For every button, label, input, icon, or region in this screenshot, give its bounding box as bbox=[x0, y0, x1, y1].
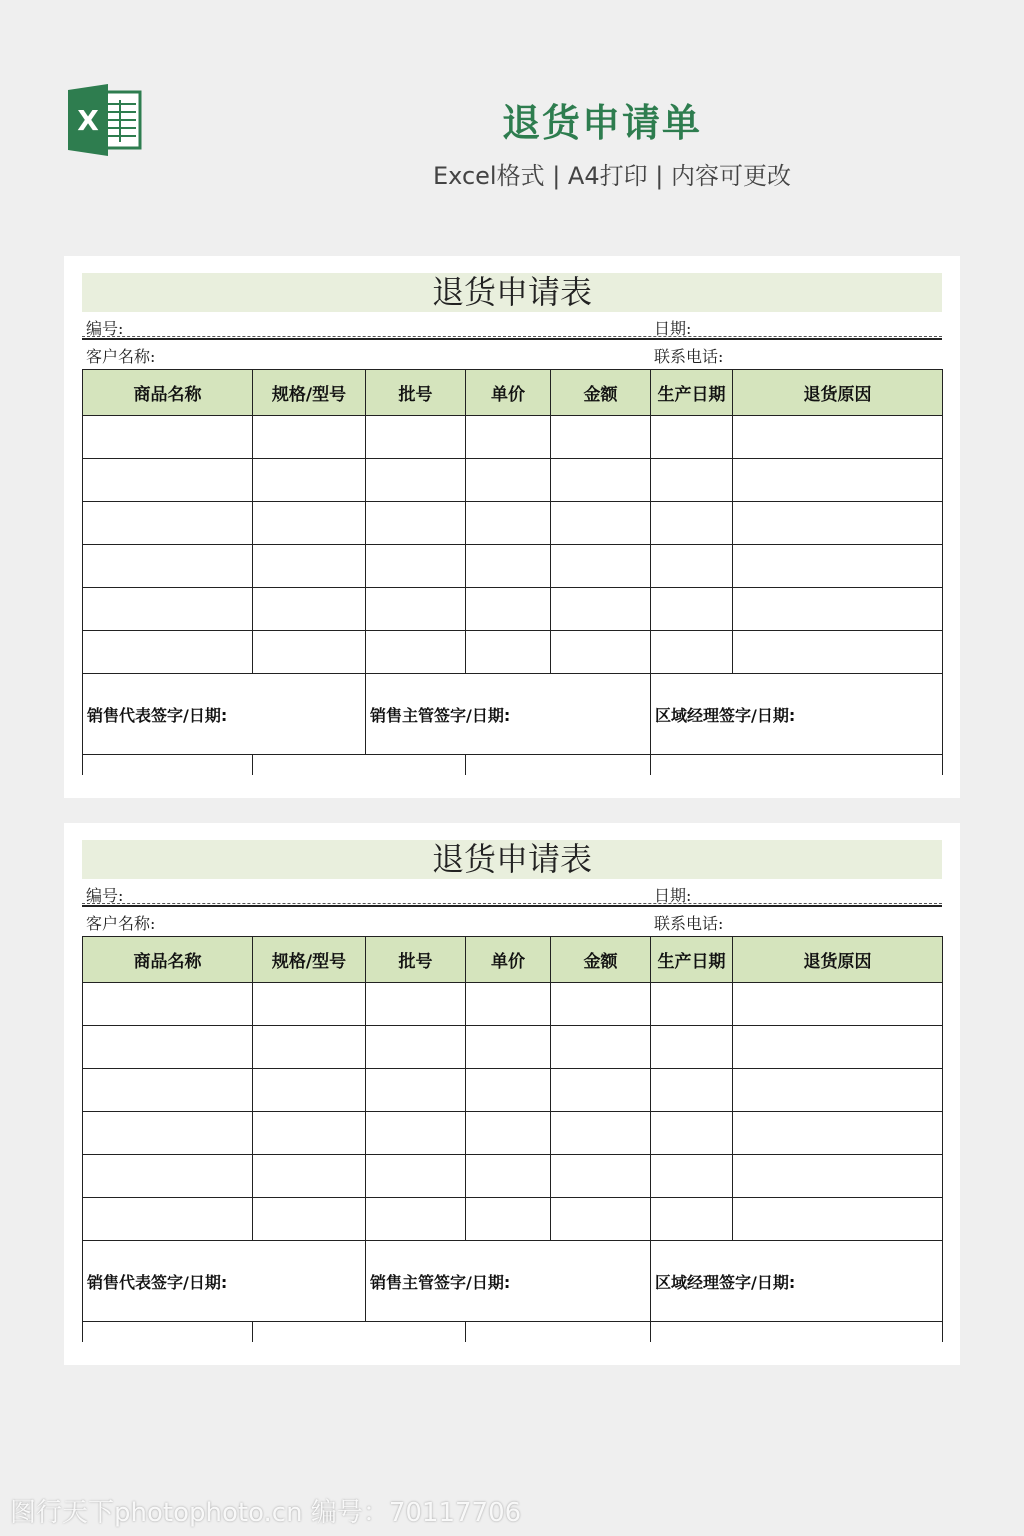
table-cell bbox=[466, 755, 651, 776]
page-subtitle: Excel格式 | A4打印 | 内容可更改 bbox=[433, 162, 791, 190]
table-cell[interactable] bbox=[733, 1198, 943, 1241]
table-cell[interactable] bbox=[651, 1155, 733, 1198]
table-cell[interactable] bbox=[651, 1198, 733, 1241]
table-cell[interactable] bbox=[733, 631, 943, 674]
dashed-rule bbox=[82, 903, 942, 904]
table-cell[interactable] bbox=[83, 1155, 253, 1198]
sales-manager-signature[interactable]: 销售主管签字/日期: bbox=[366, 1241, 651, 1322]
regional-manager-signature[interactable]: 区域经理签字/日期: bbox=[651, 1241, 943, 1322]
table-cell[interactable] bbox=[733, 1026, 943, 1069]
table-cell[interactable] bbox=[83, 1198, 253, 1241]
table-cell[interactable] bbox=[253, 545, 366, 588]
table-cell[interactable] bbox=[366, 502, 466, 545]
sales-rep-signature[interactable]: 销售代表签字/日期: bbox=[83, 1241, 366, 1322]
table-cell[interactable] bbox=[83, 1026, 253, 1069]
table-cell[interactable] bbox=[733, 416, 943, 459]
table-cell[interactable] bbox=[466, 1026, 551, 1069]
sales-rep-signature[interactable]: 销售代表签字/日期: bbox=[83, 674, 366, 755]
table-cell bbox=[83, 755, 253, 776]
table-cell[interactable] bbox=[651, 983, 733, 1026]
table-cell bbox=[83, 1322, 253, 1343]
watermark-text: 图行天下photophoto.cn 编号：70117706 bbox=[10, 1498, 522, 1528]
solid-rule bbox=[82, 905, 942, 907]
table-cell[interactable] bbox=[651, 1112, 733, 1155]
table-cell[interactable] bbox=[83, 1112, 253, 1155]
table-cell bbox=[466, 1322, 651, 1343]
table-cell[interactable] bbox=[551, 1198, 651, 1241]
table-row bbox=[83, 1069, 943, 1112]
return-form-card-2 bbox=[64, 823, 960, 1365]
table-cell[interactable] bbox=[733, 502, 943, 545]
table-header-row bbox=[83, 370, 943, 416]
form-title: 退货申请表 bbox=[82, 273, 942, 312]
table-cell[interactable] bbox=[651, 459, 733, 502]
table-cell[interactable] bbox=[366, 545, 466, 588]
table-cell[interactable] bbox=[253, 1112, 366, 1155]
table-cell[interactable] bbox=[733, 545, 943, 588]
table-cell[interactable] bbox=[466, 545, 551, 588]
table-cell[interactable] bbox=[466, 1112, 551, 1155]
return-items-table bbox=[82, 369, 943, 775]
table-cell[interactable] bbox=[651, 416, 733, 459]
customer-name-label: 客户名称: bbox=[86, 347, 156, 366]
table-cell[interactable] bbox=[466, 631, 551, 674]
col-header-amount: 金额 bbox=[551, 370, 651, 416]
col-header-production-date: 生产日期 bbox=[651, 937, 733, 983]
table-cell[interactable] bbox=[551, 1069, 651, 1112]
table-cell[interactable] bbox=[551, 588, 651, 631]
table-cell[interactable] bbox=[366, 1198, 466, 1241]
dashed-rule bbox=[82, 336, 942, 337]
table-cell[interactable] bbox=[551, 416, 651, 459]
table-cell[interactable] bbox=[83, 459, 253, 502]
table-cell[interactable] bbox=[253, 631, 366, 674]
table-cell[interactable] bbox=[253, 459, 366, 502]
col-header-product-name: 商品名称 bbox=[83, 937, 253, 983]
sales-manager-signature[interactable]: 销售主管签字/日期: bbox=[366, 674, 651, 755]
col-header-production-date: 生产日期 bbox=[651, 370, 733, 416]
table-cell[interactable] bbox=[366, 631, 466, 674]
col-header-spec-model: 规格/型号 bbox=[253, 370, 366, 416]
table-cell[interactable] bbox=[551, 1026, 651, 1069]
table-cell[interactable] bbox=[551, 983, 651, 1026]
date-field-label: 日期: bbox=[654, 319, 692, 338]
table-cell[interactable] bbox=[466, 983, 551, 1026]
col-header-batch-no: 批号 bbox=[366, 937, 466, 983]
signature-row bbox=[83, 1241, 943, 1322]
table-row bbox=[83, 545, 943, 588]
number-field-label: 编号: bbox=[86, 319, 124, 338]
table-cell[interactable] bbox=[83, 983, 253, 1026]
table-cell[interactable] bbox=[551, 1112, 651, 1155]
table-row bbox=[83, 588, 943, 631]
table-cell[interactable] bbox=[733, 1112, 943, 1155]
table-cell[interactable] bbox=[253, 502, 366, 545]
table-cell[interactable] bbox=[466, 1198, 551, 1241]
table-cell[interactable] bbox=[366, 588, 466, 631]
col-header-unit-price: 单价 bbox=[466, 370, 551, 416]
table-cell[interactable] bbox=[651, 1069, 733, 1112]
table-header-row bbox=[83, 937, 943, 983]
table-cell[interactable] bbox=[253, 983, 366, 1026]
table-cell[interactable] bbox=[466, 588, 551, 631]
table-cell[interactable] bbox=[551, 545, 651, 588]
table-cell[interactable] bbox=[253, 588, 366, 631]
table-cell[interactable] bbox=[366, 1069, 466, 1112]
table-cell[interactable] bbox=[83, 545, 253, 588]
table-cell[interactable] bbox=[651, 588, 733, 631]
table-cell[interactable] bbox=[366, 459, 466, 502]
table-cell[interactable] bbox=[651, 1026, 733, 1069]
table-cell[interactable] bbox=[366, 983, 466, 1026]
table-cell[interactable] bbox=[551, 631, 651, 674]
table-cell[interactable] bbox=[733, 459, 943, 502]
table-cell[interactable] bbox=[651, 631, 733, 674]
form-title: 退货申请表 bbox=[82, 840, 942, 879]
table-cell[interactable] bbox=[253, 1198, 366, 1241]
table-cell[interactable] bbox=[651, 545, 733, 588]
return-form-card-1 bbox=[64, 256, 960, 798]
table-cell[interactable] bbox=[551, 1155, 651, 1198]
table-row bbox=[83, 983, 943, 1026]
table-row bbox=[83, 755, 943, 776]
table-cell[interactable] bbox=[733, 588, 943, 631]
table-cell bbox=[253, 1322, 466, 1343]
table-cell bbox=[651, 1322, 943, 1343]
table-row bbox=[83, 1112, 943, 1155]
table-row bbox=[83, 1026, 943, 1069]
col-header-amount: 金额 bbox=[551, 937, 651, 983]
col-header-product-name: 商品名称 bbox=[83, 370, 253, 416]
col-header-return-reason: 退货原因 bbox=[733, 937, 943, 983]
table-cell[interactable] bbox=[733, 983, 943, 1026]
table-cell[interactable] bbox=[253, 1069, 366, 1112]
return-items-table bbox=[82, 936, 943, 1342]
table-cell[interactable] bbox=[83, 1069, 253, 1112]
table-cell[interactable] bbox=[466, 416, 551, 459]
table-cell bbox=[253, 755, 466, 776]
regional-manager-signature[interactable]: 区域经理签字/日期: bbox=[651, 674, 943, 755]
table-row bbox=[83, 502, 943, 545]
table-cell bbox=[651, 755, 943, 776]
table-cell[interactable] bbox=[366, 1155, 466, 1198]
table-cell[interactable] bbox=[253, 1155, 366, 1198]
col-header-return-reason: 退货原因 bbox=[733, 370, 943, 416]
table-row bbox=[83, 459, 943, 502]
table-row bbox=[83, 1322, 943, 1343]
table-row bbox=[83, 631, 943, 674]
table-cell[interactable] bbox=[253, 1026, 366, 1069]
page-title: 退货申请单 bbox=[501, 101, 702, 145]
date-field-label: 日期: bbox=[654, 886, 692, 905]
col-header-spec-model: 规格/型号 bbox=[253, 937, 366, 983]
table-cell[interactable] bbox=[551, 502, 651, 545]
table-cell[interactable] bbox=[253, 416, 366, 459]
table-cell[interactable] bbox=[83, 416, 253, 459]
number-field-label: 编号: bbox=[86, 886, 124, 905]
table-cell[interactable] bbox=[366, 1112, 466, 1155]
table-row bbox=[83, 1155, 943, 1198]
solid-rule bbox=[82, 338, 942, 340]
table-cell[interactable] bbox=[651, 502, 733, 545]
table-cell[interactable] bbox=[733, 1155, 943, 1198]
logo-letter: X bbox=[77, 104, 99, 137]
col-header-unit-price: 单价 bbox=[466, 937, 551, 983]
table-cell[interactable] bbox=[466, 459, 551, 502]
col-header-batch-no: 批号 bbox=[366, 370, 466, 416]
table-cell[interactable] bbox=[83, 631, 253, 674]
table-row bbox=[83, 416, 943, 459]
table-cell[interactable] bbox=[466, 1155, 551, 1198]
contact-phone-label: 联系电话: bbox=[654, 347, 724, 366]
table-cell[interactable] bbox=[83, 502, 253, 545]
table-row bbox=[83, 1198, 943, 1241]
table-cell[interactable] bbox=[466, 1069, 551, 1112]
table-cell[interactable] bbox=[83, 588, 253, 631]
table-cell[interactable] bbox=[366, 1026, 466, 1069]
customer-name-label: 客户名称: bbox=[86, 914, 156, 933]
contact-phone-label: 联系电话: bbox=[654, 914, 724, 933]
table-cell[interactable] bbox=[551, 459, 651, 502]
table-cell[interactable] bbox=[466, 502, 551, 545]
signature-row bbox=[83, 674, 943, 755]
table-cell[interactable] bbox=[733, 1069, 943, 1112]
table-cell[interactable] bbox=[366, 416, 466, 459]
